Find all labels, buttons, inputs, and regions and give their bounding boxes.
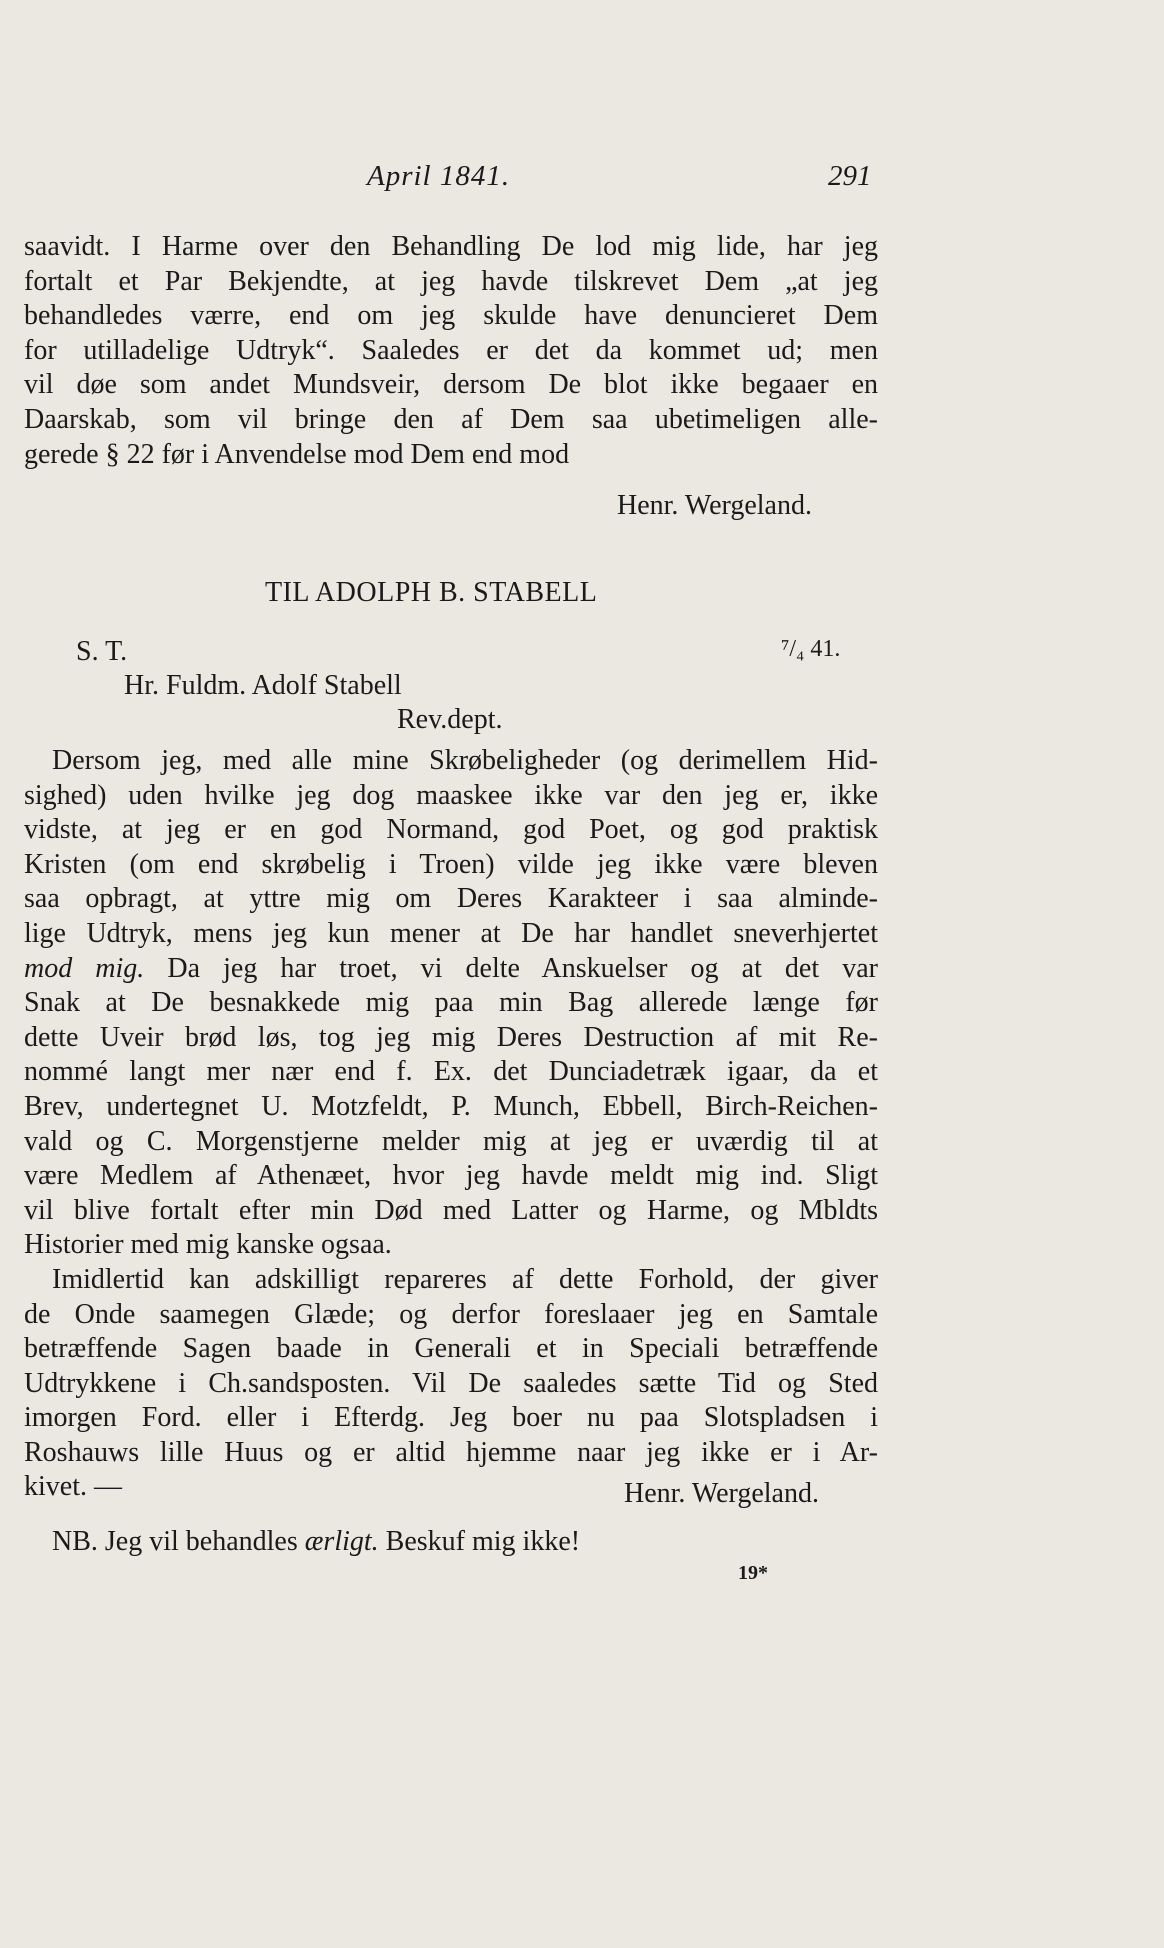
postscript	[52, 1526, 580, 1558]
text-line: Snak at De besnakkede mig paa min Bag allerede længe før	[24, 987, 878, 1019]
letter2-signature: Henr. Wergeland.	[624, 1478, 819, 1509]
text-line: Dersom jeg, med alle mine Skrøbeligheder (og derimellem Hid-	[52, 745, 878, 776]
text-line: de Onde saamegen Glæde; og derfor foreslaaer jeg en Samtale	[24, 1298, 878, 1330]
text-fragment: Beskuf mig ikke!	[385, 1526, 581, 1557]
text-line: vidste, at jeg er en god Normand, god Poet, og god praktisk	[24, 814, 878, 846]
text-line: dette Uveir brød løs, tog jeg mig Deres Destruction af mit Re-	[24, 1021, 878, 1053]
text-line	[24, 952, 878, 987]
address-line: Rev.dept.	[397, 704, 503, 735]
salutation: S. T.	[76, 636, 128, 667]
text-line: sighed) uden hvilke jeg dog maaskee ikke var den jeg er, ikke	[24, 779, 878, 811]
text-line: gerede § 22 før i Anvendelse mod Dem end mod	[24, 438, 570, 470]
text-line: saavidt. I Harme over den Behandling De lod mig lide, har jeg	[24, 231, 878, 262]
text-line: nommé langt mer nær end f. Ex. det Dunciadetræk igaar, da et	[24, 1056, 878, 1088]
text-line: lige Udtryk, mens jeg kun mener at De har handlet sneverhjertet	[24, 917, 878, 949]
header-title: April 1841.	[367, 160, 511, 192]
text-line: Historier med mig kanske ogsaa.	[24, 1229, 392, 1261]
text-line: Roshauws lille Huus og er altid hjemme naar jeg ikke er i Ar-	[24, 1436, 878, 1468]
address-line: Hr. Fuldm. Adolf Stabell	[124, 670, 402, 701]
running-header	[0, 160, 1164, 200]
letter2-body	[24, 744, 878, 1505]
emphasis-text: mod mig.	[24, 952, 145, 984]
letter-heading: TIL ADOLPH B. STABELL	[265, 577, 598, 608]
text-line: fortalt et Par Bekjendte, at jeg havde tilskrevet Dem „at jeg	[24, 265, 878, 297]
sheet-signature-mark: 19*	[738, 1562, 768, 1584]
text-line: saa opbragt, at yttre mig om Deres Karakteer i saa alminde-	[24, 883, 878, 915]
text-line: være Medlem af Athenæet, hvor jeg havde meldt mig ind. Sligt	[24, 1160, 878, 1192]
text-line: betræffende Sagen baade in Generali et in Speciali betræffende	[24, 1333, 878, 1365]
text-fragment: NB. Jeg vil behandles	[52, 1526, 298, 1557]
text-line: imorgen Ford. eller i Efterdg. Jeg boer nu paa Slotspladsen i	[24, 1402, 878, 1434]
text-line: vald og C. Morgenstjerne melder mig at jeg er uværdig til at	[24, 1125, 878, 1157]
letter1-signature: Henr. Wergeland.	[617, 490, 812, 521]
text-line: Imidlertid kan adskilligt repareres af dette Forhold, der giver	[52, 1263, 878, 1295]
page-number: 291	[828, 160, 872, 192]
text-line: for utilladelige Udtryk“. Saaledes er det da kommet ud; men	[24, 334, 878, 366]
letter1-body	[24, 230, 878, 472]
text-line: behandledes værre, end om jeg skulde have denuncieret Dem	[24, 300, 878, 332]
emphasis-text: ærligt.	[304, 1526, 379, 1557]
text-line: Daarskab, som vil bringe den af Dem saa ubetimeligen alle-	[24, 403, 878, 435]
text-line: kivet. —	[24, 1471, 122, 1503]
text-line: Udtrykkene i Ch.sandsposten. Vil De saaledes sætte Tid og Sted	[24, 1367, 878, 1399]
text-line: Brev, undertegnet U. Motzfeldt, P. Munch, Ebbell, Birch-Reichen-	[24, 1090, 878, 1122]
letter-date: ⁷/₄ 41.	[781, 636, 841, 662]
text-fragment: Da jeg har troet, vi delte Anskuelser og at det var	[167, 952, 878, 984]
text-line: vil døe som andet Mundsveir, dersom De blot ikke begaaer en	[24, 369, 878, 401]
text-line: vil blive fortalt efter min Død med Latter og Harme, og Mbldts	[24, 1194, 878, 1226]
text-line: Kristen (om end skrøbelig i Troen) vilde jeg ikke være bleven	[24, 848, 878, 880]
